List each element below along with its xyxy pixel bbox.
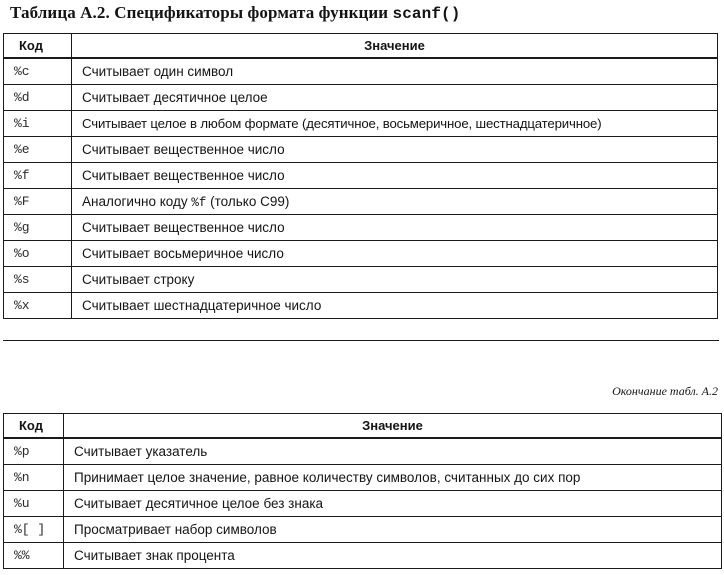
table-header-row [4,34,718,59]
meaning-text-before: Аналогично коду [82,193,192,209]
table-row [4,267,718,293]
meaning-column-header: Значение [64,414,722,439]
table-title [10,3,460,23]
table-row [4,58,718,85]
table-row [4,438,722,465]
continuation-note: Окончание табл. А.2 [612,384,718,398]
meaning-text-after: (только C99) [206,193,290,209]
specifier-code: %s [4,267,72,293]
specifier-code: %o [4,241,72,267]
table-row [4,163,718,189]
table-row [4,111,718,137]
specifier-meaning: Считывает строку [72,267,718,293]
table-row [4,137,718,163]
format-specifiers-table-continued [3,413,722,569]
specifier-meaning: Просматривает набор символов [64,517,722,543]
format-specifiers-table [3,33,718,319]
specifier-code: %% [4,543,64,569]
table-row [4,491,722,517]
specifier-meaning: Принимает целое значение, равное количеству символов, считанных до сих пор [64,465,722,491]
specifier-code: %p [4,438,64,465]
table-row [4,189,718,215]
specifier-meaning: Считывает один символ [72,58,718,85]
meaning-column-header: Значение [72,34,718,59]
specifier-code: %d [4,85,72,111]
specifier-meaning: Считывает шестнадцатеричное число [72,293,718,319]
page-divider [3,340,719,341]
specifier-code: %g [4,215,72,241]
specifier-meaning: Считывает десятичное целое без знака [64,491,722,517]
specifier-code: %x [4,293,72,319]
table-row [4,241,718,267]
table-row [4,517,722,543]
specifier-meaning [72,189,718,215]
specifier-meaning: Считывает знак процента [64,543,722,569]
table-row [4,293,718,319]
specifier-code: %u [4,491,64,517]
specifier-code: %[ ] [4,517,64,543]
specifier-meaning: Считывает указатель [64,438,722,465]
meaning-inline-code: %f [191,195,207,210]
table-title-text: Таблица А.2. Спецификаторы формата функции [10,3,393,22]
specifier-code: %n [4,465,64,491]
table-row [4,85,718,111]
function-name: scanf() [392,5,461,23]
table-row [4,215,718,241]
specifier-meaning: Считывает вещественное число [72,163,718,189]
specifier-meaning: Считывает десятичное целое [72,85,718,111]
table-header-row [4,414,722,439]
table-row [4,465,722,491]
specifier-meaning: Считывает восьмеричное число [72,241,718,267]
specifier-code: %c [4,58,72,85]
specifier-code: %e [4,137,72,163]
table-row [4,543,722,569]
code-column-header: Код [4,34,72,59]
specifier-meaning: Считывает целое в любом формате (десятичное, восьмеричное, шестнадцатеричное) [72,111,718,137]
specifier-code: %i [4,111,72,137]
specifier-meaning: Считывает вещественное число [72,137,718,163]
specifier-code: %F [4,189,72,215]
specifier-code: %f [4,163,72,189]
code-column-header: Код [4,414,64,439]
specifier-meaning: Считывает вещественное число [72,215,718,241]
